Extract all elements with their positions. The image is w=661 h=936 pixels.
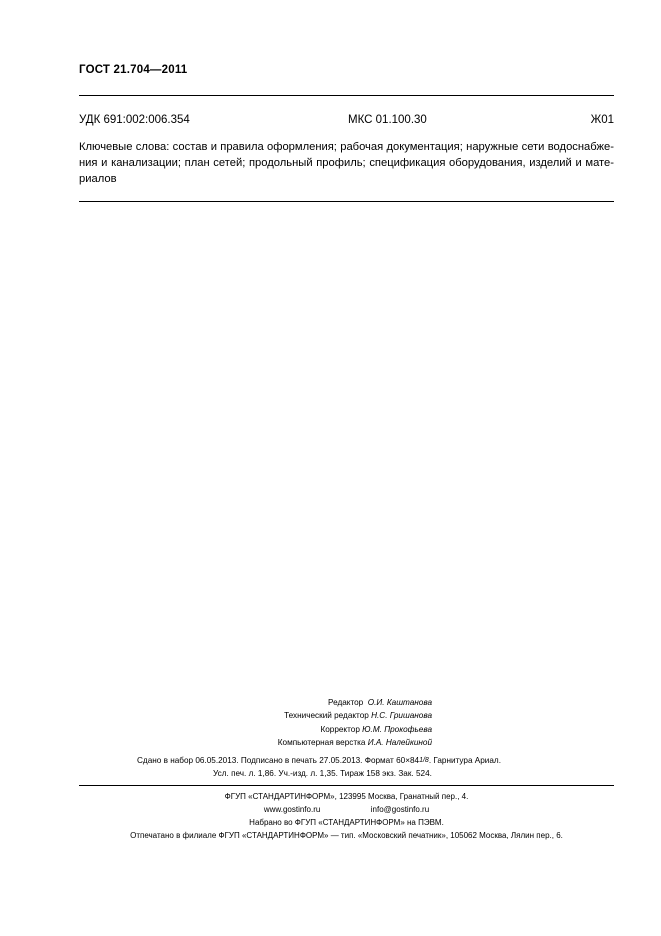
publication-line xyxy=(137,756,637,765)
classification-row xyxy=(79,114,614,130)
layout-name: И.А. Налейкиной xyxy=(367,738,432,748)
website-link[interactable]: www.gostinfo.ru xyxy=(263,805,321,814)
document-title: ГОСТ 21.704—2011 xyxy=(79,64,188,76)
layout-credit xyxy=(200,736,432,749)
publisher-address: ФГУП «СТАНДАРТИНФОРМ», 123995 Москва, Гранатный пер., 4. xyxy=(224,792,469,801)
editor-label: Редактор xyxy=(327,698,364,707)
proofreader-label: Корректор xyxy=(320,724,360,734)
editorial-credits xyxy=(200,696,520,750)
typeface-info: . Гарнитура Ариал. xyxy=(428,756,501,765)
imprint-divider xyxy=(79,785,614,786)
tech-editor-name: Н.С. Гришанова xyxy=(371,711,432,721)
udk-code: УДК 691:002:006.354 xyxy=(79,114,190,126)
keywords-line: риалов xyxy=(79,173,117,185)
okstu-code: Ж01 xyxy=(590,114,614,126)
publisher-contacts xyxy=(79,805,614,814)
typesetting-note: Набрано во ФГУП «СТАНДАРТИНФОРМ» на ПЭВМ. xyxy=(249,818,444,827)
tech-editor-label: Технический редактор xyxy=(284,711,369,721)
printing-note: Отпечатано в филиале ФГУП «СТАНДАРТИНФОРМ» — тип. «Московский печатник», 105062 Москва, Лялин пер., 6. xyxy=(130,831,563,840)
layout-label: Компьютерная верстка xyxy=(277,738,366,748)
mks-code: МКС 01.100.30 xyxy=(348,114,427,126)
keywords-divider xyxy=(79,201,614,202)
top-divider xyxy=(79,95,614,96)
publication-dates: Сдано в набор 06.05.2013. Подписано в печать 27.05.2013. Формат 60×84 xyxy=(137,756,420,765)
keywords-block xyxy=(79,139,614,187)
editor-name: О.И. Каштанова xyxy=(367,698,432,707)
print-stats-line: Усл. печ. л. 1,86. Уч.-изд. л. 1,35. Тираж 158 экз. Зак. 524. xyxy=(213,769,432,778)
editor-credit xyxy=(200,696,432,709)
email-link[interactable]: info@gostinfo.ru xyxy=(370,805,430,814)
format-fraction: 1/8 xyxy=(419,757,429,764)
proofreader-credit xyxy=(200,723,432,736)
tech-editor-credit xyxy=(200,709,432,722)
keywords-line: Ключевые слова: состав и правила оформления; рабочая документация; наружные сети водоснабже- xyxy=(79,141,614,153)
keywords-line: ния и канализации; план сетей; продольный профиль; спецификация оборудования, изделий и мате- xyxy=(79,157,614,169)
proofreader-name: Ю.М. Прокофьева xyxy=(362,724,432,734)
